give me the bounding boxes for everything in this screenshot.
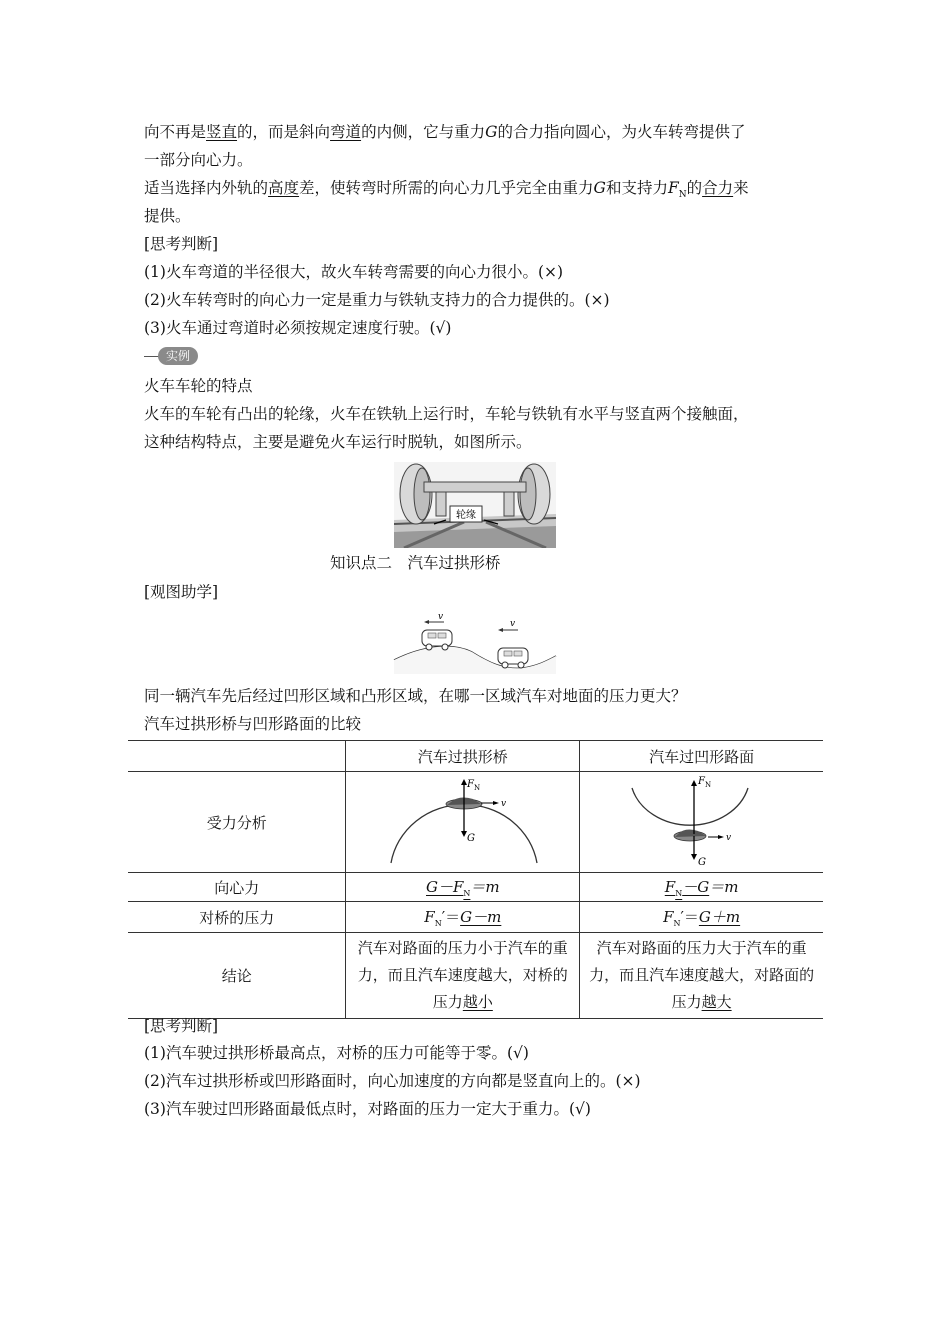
formula-part: ＝m: [470, 878, 500, 896]
tag-label: 实例: [158, 347, 198, 365]
think-item: (3)火车通过弯道时必须按规定速度行驶。(√): [144, 319, 452, 337]
velocity-label-right: v: [510, 619, 516, 629]
conclusion-text: 汽车对路面的压力小于汽车的重力，而且汽车速度越大，对桥的压力: [357, 939, 568, 1011]
table-header-cell: [128, 741, 346, 772]
row-label: 受力分析: [128, 772, 346, 873]
text: 的合力指向圆心，为火车转弯提供了: [497, 123, 746, 141]
table-header-cell: 汽车过拱形桥: [346, 741, 580, 772]
v-label: v: [725, 833, 731, 843]
think-item: (2)火车转弯时的向心力一定是重力与铁轨支持力的合力提供的。(×): [144, 291, 610, 309]
think-item: (3)汽车驶过凹形路面最低点时，对路面的压力一定大于重力。(√): [144, 1100, 591, 1118]
text: 的内侧，它与重力: [361, 123, 486, 141]
car-right-icon: [498, 648, 528, 668]
arch-bridge-diagram: [383, 775, 543, 865]
underlined-answer: 越大: [701, 993, 732, 1011]
g-label: G: [697, 857, 706, 868]
fn-subscript: N: [473, 784, 480, 792]
formula-subscript: N: [673, 919, 681, 928]
formula-part: G－F: [426, 878, 464, 896]
formula-subscript: N: [463, 889, 471, 898]
table-row-conclusion: [128, 933, 823, 1019]
think-heading: [思考判断]: [144, 1017, 219, 1035]
formula-part: F: [424, 908, 435, 926]
concave-road-diagram: [622, 772, 782, 868]
table-row-force-analysis: [128, 772, 823, 873]
concave-road-diagram-cell: [580, 772, 823, 873]
text: 来: [733, 179, 749, 197]
formula-part: －G: [682, 878, 710, 896]
row-label: 结论: [128, 933, 346, 1019]
text: 向不再是: [144, 123, 207, 141]
text: 的，而是斜向: [237, 123, 331, 141]
example-title: 火车车轮的特点: [144, 377, 253, 395]
wheel-flange-label: 轮缘: [456, 510, 476, 521]
subscript-n: N: [678, 190, 687, 201]
formula-subscript: N: [434, 919, 442, 928]
compare-title: 汽车过拱形桥与凹形路面的比较: [144, 715, 362, 733]
concave-centripetal-formula: [580, 873, 823, 902]
symbol-g: G: [485, 123, 498, 141]
formula-part: F: [664, 878, 676, 896]
table-header-row: [128, 741, 823, 772]
arch-bridge-diagram-cell: [346, 772, 580, 873]
text: 的: [686, 179, 703, 197]
symbol-f: F: [667, 179, 679, 197]
paragraph-1-line-1: [144, 122, 745, 142]
think-item: (1)汽车驶过拱形桥最高点，对桥的压力可能等于零。(√): [144, 1044, 529, 1062]
train-wheel-figure: [394, 462, 556, 548]
fn-label: F: [466, 779, 474, 790]
think-item: (1)火车弯道的半径很大，故火车转弯需要的向心力很小。(×): [144, 263, 564, 281]
paragraph-1-line-2: 一部分向心力。: [144, 151, 253, 169]
table-header-cell: 汽车过凹形路面: [580, 741, 823, 772]
underlined-answer: 合力: [702, 179, 734, 197]
underlined-answer: 越小: [462, 993, 493, 1011]
arch-centripetal-formula: [346, 873, 580, 902]
underlined-answer: 竖直: [206, 123, 238, 141]
paragraph-2-line-2: 提供。: [144, 207, 191, 225]
formula-part: G－m: [460, 908, 502, 926]
formula-part: G＋m: [698, 908, 741, 926]
text: 和支持力: [605, 179, 668, 197]
symbol-g: G: [593, 179, 606, 197]
text: 适当选择内外轨的: [144, 179, 269, 197]
think-item: (2)汽车过拱形桥或凹形路面时，向心加速度的方向都是竖直向上的。(×): [144, 1072, 641, 1090]
fn-label: F: [697, 776, 705, 787]
underlined-answer: 弯道: [330, 123, 362, 141]
row-label: 向心力: [128, 873, 346, 902]
example-line-2: 这种结构特点，主要是避免火车运行时脱轨，如图所示。: [144, 433, 532, 451]
text: 差，使转弯时所需的向心力几乎完全由重力: [299, 179, 594, 197]
concave-conclusion: [580, 933, 823, 1019]
road-cars-figure: [392, 612, 558, 674]
formula-part: ＝m: [709, 878, 739, 896]
think-heading: [思考判断]: [144, 235, 219, 253]
conclusion-text: 汽车对路面的压力大于汽车的重力，而且汽车速度越大，对路面的压力: [589, 939, 815, 1011]
formula-part: ′＝: [680, 908, 699, 926]
question-text: 同一辆汽车先后经过凹形区域和凸形区域，在哪一区域汽车对地面的压力更大？: [144, 687, 687, 705]
section-title: 知识点二 汽车过拱形桥: [330, 554, 501, 572]
concave-pressure-formula: [580, 902, 823, 933]
formula-subscript: N: [675, 889, 683, 898]
row-label: 对桥的压力: [128, 902, 346, 933]
v-label: v: [500, 799, 506, 809]
arch-conclusion: [346, 933, 580, 1019]
fn-subscript: N: [704, 781, 711, 789]
formula-part: ′＝: [441, 908, 461, 926]
g-label: G: [466, 833, 475, 844]
formula-part: F: [663, 908, 674, 926]
example-line-1: 火车的车轮有凸出的轮缘，火车在铁轨上运行时，车轮与铁轨有水平与竖直两个接触面，: [144, 405, 749, 423]
table-row-pressure: [128, 902, 823, 933]
table-row-centripetal: [128, 873, 823, 902]
velocity-label-left: v: [438, 612, 444, 622]
paragraph-2-line-1: [144, 178, 749, 205]
observe-heading: [观图助学]: [144, 583, 219, 601]
underlined-answer: 高度: [268, 179, 300, 197]
arch-pressure-formula: [346, 902, 580, 933]
comparison-table: [128, 740, 823, 1019]
